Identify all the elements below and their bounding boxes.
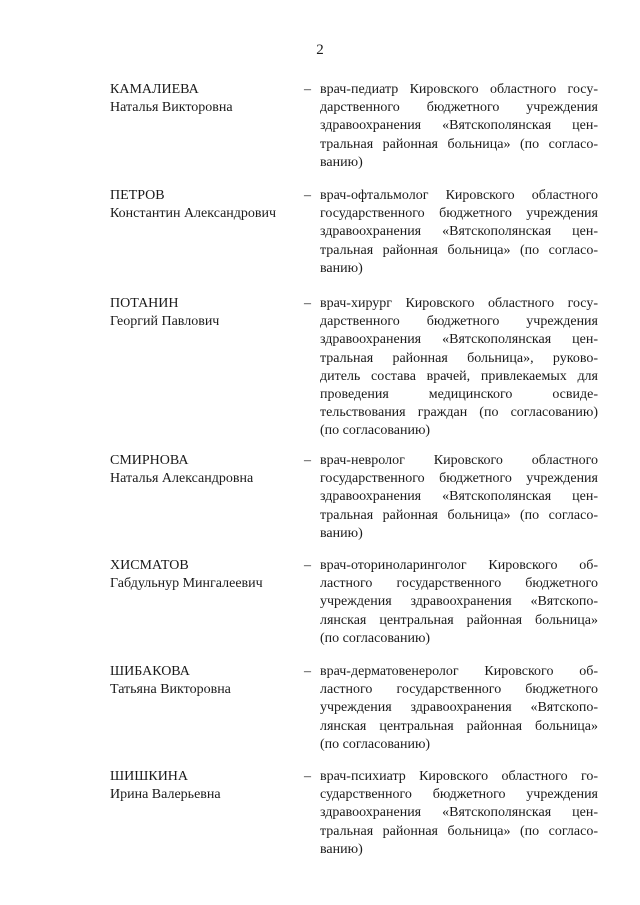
description-line: здравоохранения «Вятскополянская цен-: [320, 332, 598, 348]
description-line: тральная районная больница» (по согласо-: [320, 823, 598, 839]
member-surname: ПОТАНИН: [110, 296, 179, 311]
member-surname: ШИШКИНА: [110, 769, 189, 784]
entry-dash: –: [304, 453, 311, 468]
entry-dash: –: [304, 664, 311, 679]
description-line: тральная районная больница» (по согласо-: [320, 242, 598, 258]
entry-dash: –: [304, 82, 311, 97]
member-position-description: [320, 295, 598, 441]
description-line: врач-офтальмолог Кировского областного: [320, 188, 598, 203]
description-line: тральная районная больница» (по согласо-: [320, 507, 598, 523]
description-line: дитель состава врачей, привлекаемых для: [320, 368, 598, 384]
description-line: лянская центральная районная больница»: [320, 612, 598, 628]
member-given-names: Габдульнур Мингалеевич: [110, 576, 263, 592]
description-line: проведения медицинского освиде-: [320, 386, 598, 402]
description-line: врач-невролог Кировского областного: [320, 453, 598, 468]
description-line: ванию): [320, 841, 363, 857]
description-line: дарственного бюджетного учреждения: [320, 314, 598, 330]
member-position-description: [320, 768, 598, 859]
description-line: ванию): [320, 525, 363, 541]
description-line: сударственного бюджетного учреждения: [320, 787, 598, 803]
member-position-description: [320, 663, 598, 754]
member-surname: ШИБАКОВА: [110, 664, 190, 679]
member-position-description: [320, 187, 598, 278]
description-line: врач-хирург Кировского областного госу-: [320, 296, 598, 311]
description-line: ванию): [320, 154, 363, 170]
member-position-description: [320, 452, 598, 543]
description-line: здравоохранения «Вятскополянская цен-: [320, 489, 598, 505]
description-line: ластного государственного бюджетного: [320, 576, 598, 592]
member-position-description: [320, 557, 598, 648]
description-line: учреждения здравоохранения «Вятскопо-: [320, 594, 598, 610]
description-line: врач-дерматовенеролог Кировского об-: [320, 664, 598, 679]
description-line: врач-оториноларинголог Кировского об-: [320, 558, 598, 573]
description-line: ванию): [320, 260, 363, 276]
member-surname: ХИСМАТОВ: [110, 558, 189, 573]
description-line: учреждения здравоохранения «Вятскопо-: [320, 700, 598, 716]
description-line: ластного государственного бюджетного: [320, 682, 598, 698]
member-surname: КАМАЛИЕВА: [110, 82, 199, 97]
description-line: лянская центральная районная больница»: [320, 718, 598, 734]
member-name: [110, 187, 285, 223]
member-given-names: Ирина Валерьевна: [110, 787, 221, 803]
member-given-names: Константин Александрович: [110, 206, 277, 222]
description-line: государственного бюджетного учреждения: [320, 206, 598, 222]
entry-dash: –: [304, 769, 311, 784]
member-name: [110, 452, 285, 488]
description-line: государственного бюджетного учреждения: [320, 471, 598, 487]
description-line: (по согласованию): [320, 423, 431, 439]
entry-dash: –: [304, 296, 311, 311]
member-name: [110, 295, 285, 331]
description-line: дарственного бюджетного учреждения: [320, 100, 598, 116]
member-surname: СМИРНОВА: [110, 453, 189, 468]
member-surname: ПЕТРОВ: [110, 188, 165, 203]
page-number: 2: [316, 42, 324, 58]
member-given-names: Наталья Викторовна: [110, 100, 233, 116]
member-name: [110, 557, 285, 593]
description-line: врач-педиатр Кировского областного госу-: [320, 82, 598, 97]
description-line: тральная районная больница», руково-: [320, 350, 598, 366]
member-position-description: [320, 81, 598, 172]
entry-dash: –: [304, 558, 311, 573]
member-given-names: Наталья Александровна: [110, 471, 254, 487]
description-line: врач-психиатр Кировского областного го-: [320, 769, 598, 784]
description-line: тельствования граждан (по согласованию): [320, 405, 598, 421]
member-given-names: Татьяна Викторовна: [110, 682, 231, 698]
description-line: здравоохранения «Вятскополянская цен-: [320, 224, 598, 240]
member-name: [110, 768, 285, 804]
description-line: здравоохранения «Вятскополянская цен-: [320, 805, 598, 821]
member-given-names: Георгий Павлович: [110, 314, 220, 330]
description-line: (по согласованию): [320, 736, 431, 752]
description-line: (по согласованию): [320, 630, 431, 646]
description-line: тральная районная больница» (по согласо-: [320, 136, 598, 152]
member-name: [110, 663, 285, 699]
member-name: [110, 81, 285, 117]
entry-dash: –: [304, 188, 311, 203]
description-line: здравоохранения «Вятскополянская цен-: [320, 118, 598, 134]
